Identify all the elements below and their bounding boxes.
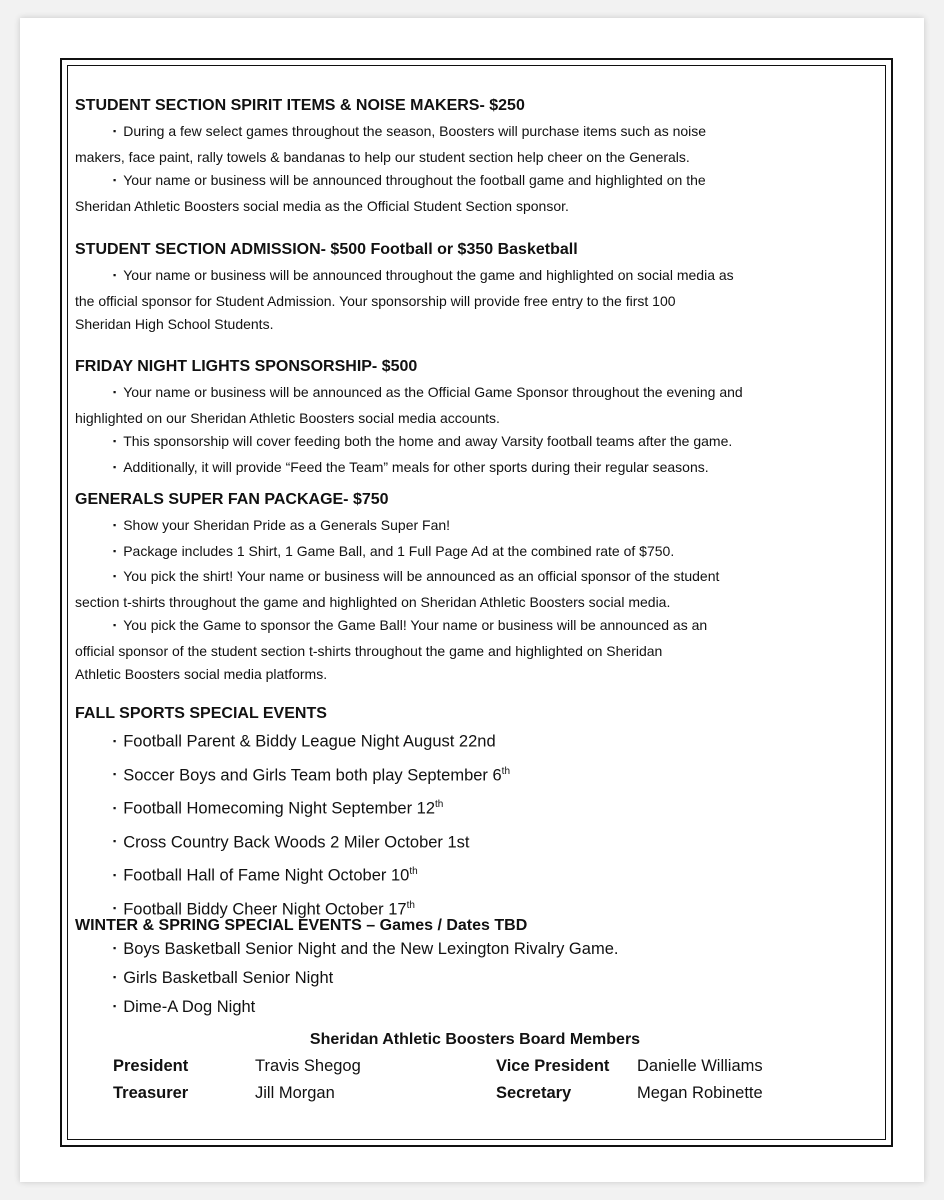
event-text: Football Hall of Fame Night October 10 xyxy=(123,866,410,885)
board-row xyxy=(75,1053,855,1080)
board-row xyxy=(75,1080,855,1107)
bullet-icon: ▪ xyxy=(113,387,117,397)
bullet-text: Sheridan Athletic Boosters social media as the Official Student Section sponsor. xyxy=(75,197,569,214)
event-item xyxy=(75,936,855,965)
section-heading: STUDENT SECTION SPIRIT ITEMS & NOISE MAKERS- $250 xyxy=(75,97,525,114)
section-heading: GENERALS SUPER FAN PACKAGE- $750 xyxy=(75,491,389,508)
bullet-icon: ▪ xyxy=(113,735,117,746)
section-friday-night-lights xyxy=(75,357,855,490)
event-item xyxy=(75,965,855,994)
section-heading: FRIDAY NIGHT LIGHTS SPONSORSHIP- $500 xyxy=(75,358,418,375)
event-item xyxy=(75,724,855,758)
bullet-text: Your name or business will be announced throughout the football game and highlighted on the xyxy=(123,172,706,188)
bullet-paragraph xyxy=(75,169,855,218)
event-text: Football Homecoming Night September 12 xyxy=(123,799,436,818)
bullet-text: the official sponsor for Student Admission. Your sponsorship will provide free entry to the first 100 xyxy=(75,292,676,309)
event-suffix: th xyxy=(406,899,415,911)
bullet-paragraph xyxy=(75,514,855,540)
board-role: President xyxy=(113,1057,189,1075)
event-text: Girls Basketball Senior Night xyxy=(123,969,334,987)
bullet-text: section t-shirts throughout the game and highlighted on Sheridan Athletic Boosters social media. xyxy=(75,593,671,610)
bullet-text: This sponsorship will cover feeding both the home and away Varsity football teams after the game. xyxy=(123,433,733,449)
bullet-icon: ▪ xyxy=(113,802,117,813)
bullet-icon: ▪ xyxy=(113,903,117,913)
board-members xyxy=(75,1027,855,1107)
bullet-icon: ▪ xyxy=(113,571,117,581)
section-heading: WINTER & SPRING SPECIAL EVENTS – Games / Dates TBD xyxy=(75,917,528,934)
event-item xyxy=(75,994,855,1023)
section-student-admission xyxy=(75,240,855,357)
bullet-icon: ▪ xyxy=(113,436,117,446)
bullet-text: Package includes 1 Shirt, 1 Game Ball, and 1 Full Page Ad at the combined rate of $750. xyxy=(123,542,675,559)
bullet-paragraph xyxy=(75,565,855,614)
bullet-icon: ▪ xyxy=(113,836,117,846)
event-text: Soccer Boys and Girls Team both play September 6 xyxy=(123,766,502,784)
bullet-icon: ▪ xyxy=(113,869,117,880)
bullet-icon: ▪ xyxy=(113,620,117,630)
event-text: Boys Basketball Senior Night and the New Lexington Rivalry Game. xyxy=(123,940,619,958)
bullet-icon: ▪ xyxy=(113,545,117,556)
event-item xyxy=(75,791,855,825)
document-content xyxy=(75,96,855,1107)
bullet-text: Additionally, it will provide “Feed the Team” meals for other sports during their regular seasons. xyxy=(123,458,709,475)
board-role: Vice President xyxy=(496,1057,610,1075)
event-item xyxy=(75,825,855,859)
bullet-text: Sheridan High School Students. xyxy=(75,316,274,332)
bullet-text: Your name or business will be announced as the Official Game Sponsor throughout the evening and xyxy=(123,384,743,400)
board-role: Treasurer xyxy=(113,1084,189,1102)
event-text: Football Biddy Cheer Night October 17 xyxy=(123,900,407,918)
bullet-icon: ▪ xyxy=(113,175,117,185)
bullet-paragraph xyxy=(75,120,855,169)
bullet-paragraph xyxy=(75,381,855,430)
section-spirit-items xyxy=(75,96,855,240)
event-item xyxy=(75,758,855,792)
bullet-icon: ▪ xyxy=(113,126,117,136)
section-fall-events xyxy=(75,704,855,916)
board-name: Travis Shegog xyxy=(255,1057,361,1075)
bullet-text: You pick the shirt! Your name or business will be announced as an official sponsor of the student xyxy=(123,568,720,584)
section-super-fan xyxy=(75,490,855,704)
bullet-text: You pick the Game to sponsor the Game Ball! Your name or business will be announced as an xyxy=(123,617,708,633)
bullet-icon: ▪ xyxy=(113,1001,117,1011)
bullet-paragraph xyxy=(75,456,855,482)
event-text: Football Parent & Biddy League Night August 22nd xyxy=(123,732,496,751)
event-suffix: th xyxy=(409,866,418,877)
bullet-text: During a few select games throughout the season, Boosters will purchase items such as noise xyxy=(123,123,707,139)
bullet-paragraph xyxy=(75,614,855,687)
bullet-icon: ▪ xyxy=(113,461,117,472)
bullet-paragraph xyxy=(75,540,855,566)
section-heading: STUDENT SECTION ADMISSION- $500 Football or $350 Basketball xyxy=(75,241,578,258)
bullet-icon: ▪ xyxy=(113,943,117,953)
event-suffix: th xyxy=(501,765,511,777)
section-heading: FALL SPORTS SPECIAL EVENTS xyxy=(75,705,327,722)
bullet-paragraph xyxy=(75,430,855,456)
bullet-paragraph xyxy=(75,264,855,337)
board-name: Danielle Williams xyxy=(637,1057,763,1075)
bullet-text: makers, face paint, rally towels & bandanas to help our student section help cheer on the Generals. xyxy=(75,148,690,165)
bullet-text: highlighted on our Sheridan Athletic Boosters social media accounts. xyxy=(75,409,500,426)
bullet-text: Athletic Boosters social media platforms. xyxy=(75,666,328,682)
bullet-icon: ▪ xyxy=(113,972,117,982)
event-text: Dime-A Dog Night xyxy=(123,998,256,1016)
bullet-text: official sponsor of the student section t-shirts throughout the game and highlighted on Sheridan xyxy=(75,642,663,659)
bullet-text: Your name or business will be announced throughout the game and highlighted on social media as xyxy=(123,267,734,283)
board-name: Jill Morgan xyxy=(255,1084,335,1102)
bullet-text: Show your Sheridan Pride as a Generals Super Fan! xyxy=(123,517,451,533)
section-winter-events xyxy=(75,916,855,1023)
bullet-icon: ▪ xyxy=(113,520,117,530)
bullet-icon: ▪ xyxy=(113,769,117,779)
event-item xyxy=(75,858,855,892)
board-role: Secretary xyxy=(496,1084,572,1102)
bullet-icon: ▪ xyxy=(113,270,117,280)
event-suffix: th xyxy=(435,799,444,810)
event-text: Cross Country Back Woods 2 Miler October 1st xyxy=(123,833,470,851)
board-title: Sheridan Athletic Boosters Board Members xyxy=(309,1031,641,1048)
board-name: Megan Robinette xyxy=(637,1084,763,1102)
